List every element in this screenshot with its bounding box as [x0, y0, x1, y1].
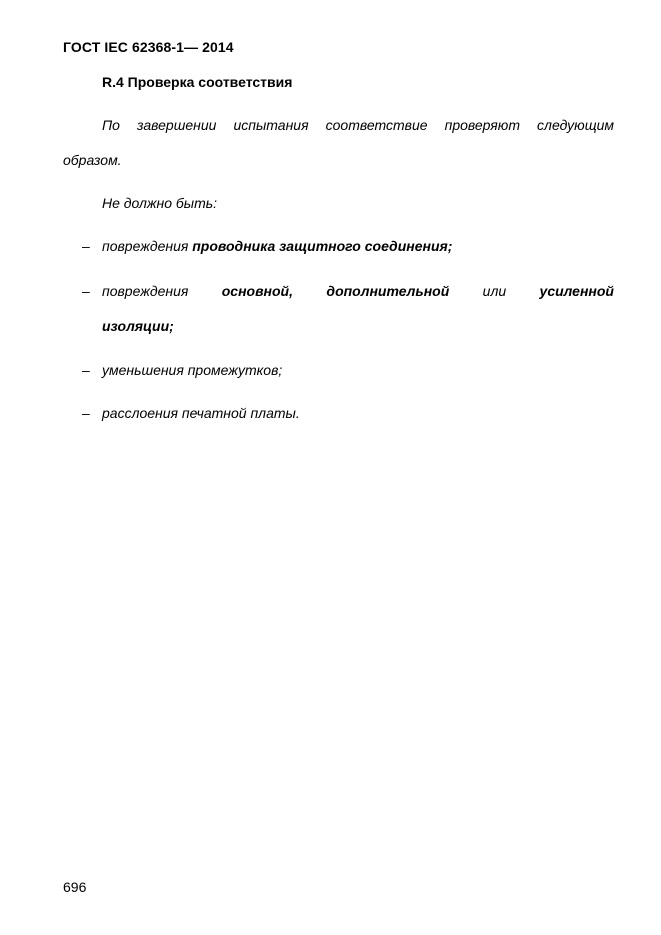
- list-item: [102, 283, 614, 299]
- item2-continuation: изоляции;: [102, 318, 174, 334]
- item2-connector: или: [482, 283, 507, 299]
- item1-bold: проводника защитного соединения;: [192, 238, 453, 254]
- section-title: R.4 Проверка соответствия: [102, 74, 293, 90]
- item2-bold-2: дополнительной: [326, 283, 450, 299]
- lead-text: Не должно быть:: [102, 195, 218, 211]
- document-header: ГОСТ IEC 62368-1— 2014: [63, 39, 234, 55]
- intro-line-1: По завершении испытания соответствие проверяют следующим: [102, 117, 614, 133]
- list-bullet: –: [82, 238, 90, 254]
- item2-bold-1: основной,: [221, 283, 294, 299]
- list-item: расслоения печатной платы.: [102, 405, 300, 421]
- list-item: уменьшения промежутков;: [102, 362, 283, 378]
- page-number: 696: [63, 879, 87, 895]
- item2-prefix: повреждения: [102, 283, 189, 299]
- list-bullet: –: [82, 362, 90, 378]
- item1-prefix: повреждения: [102, 238, 189, 254]
- list-bullet: –: [82, 405, 90, 421]
- list-item: [102, 238, 452, 254]
- item2-bold-3: усиленной: [539, 283, 614, 299]
- intro-line-2: образом.: [63, 152, 122, 168]
- list-bullet: –: [82, 283, 90, 299]
